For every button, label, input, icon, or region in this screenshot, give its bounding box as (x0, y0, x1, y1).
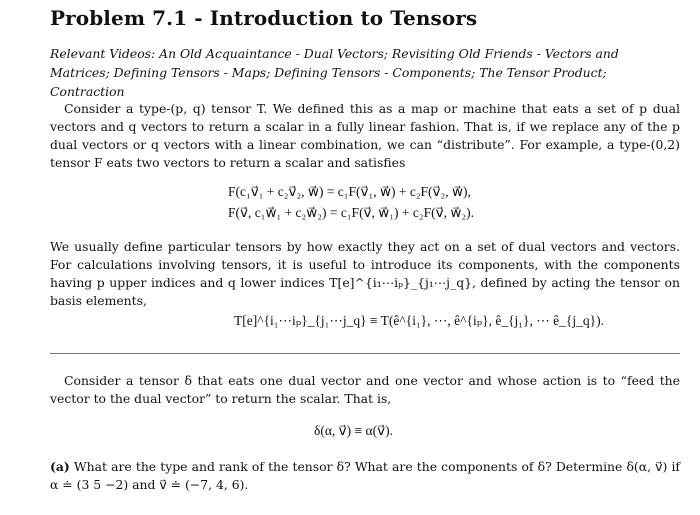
linearity-equation-2: F(v⃗, c₁w⃗₁ + c₂w⃗₂) = c₁F(v⃗, w⃗₁) + c₂F(v⃗, w⃗₂). (228, 205, 474, 220)
paragraph-tensor-definition: Consider a type-(p, q) tensor T. We defined this as a map or machine that eats a set of p dual vectors and q vectors to return a scalar in a fully linear fashion. That is, if we replace any of the p dual vectors or q vectors with a linear combination, we can “distribute”. For example, a type-(0,2) tensor F eats two vectors to return a scalar and satisfies (50, 101, 680, 170)
part-a-label: (a) (50, 459, 70, 474)
linearity-equation-1: F(c₁v⃗₁ + c₂v⃗₂, w⃗) = c₁F(v⃗₁, w⃗) + c₂F(v⃗₂, w⃗), (228, 184, 471, 199)
paragraph-components: We usually define particular tensors by how exactly they act on a set of dual vectors and vectors. For calculations involving tensors, it is useful to introduce its components, with the components having p upper indices and q lower indices T[e]^{i₁⋯iₚ}_{j₁⋯j_q}, defined by acting the tensor on basis elements, (50, 239, 680, 308)
part-a-question: What are the type and rank of the tensor δ? What are the components of δ? Determine δ(α, v⃗) if α ≐ (3 5 −2) and v⃗ ≐ (−7, 4, 6). (50, 459, 680, 492)
delta-definition-equation: δ(α, v⃗) ≡ α(v⃗). (314, 423, 393, 438)
paragraph-delta-tensor: Consider a tensor δ that eats one dual vector and one vector and whose action is to “feed the vector to the dual vector” to return the scalar. That is, (50, 373, 680, 406)
section-divider (50, 353, 680, 354)
relevant-videos: Relevant Videos: An Old Acquaintance - Dual Vectors; Revisiting Old Friends - Vectors and Matrices; Defining Tensors - Maps; Defining Tensors - Components; The Tensor Product; Contraction (50, 46, 619, 99)
part-a (50, 458, 680, 494)
components-equation: T[e]^{i₁⋯iₚ}_{j₁⋯j_q} ≡ T(ê^{i₁}, ⋯, ê^{iₚ}, ê_{j₁}, ⋯ ê_{j_q}). (234, 313, 604, 328)
problem-title: Problem 7.1 - Introduction to Tensors (50, 6, 478, 30)
